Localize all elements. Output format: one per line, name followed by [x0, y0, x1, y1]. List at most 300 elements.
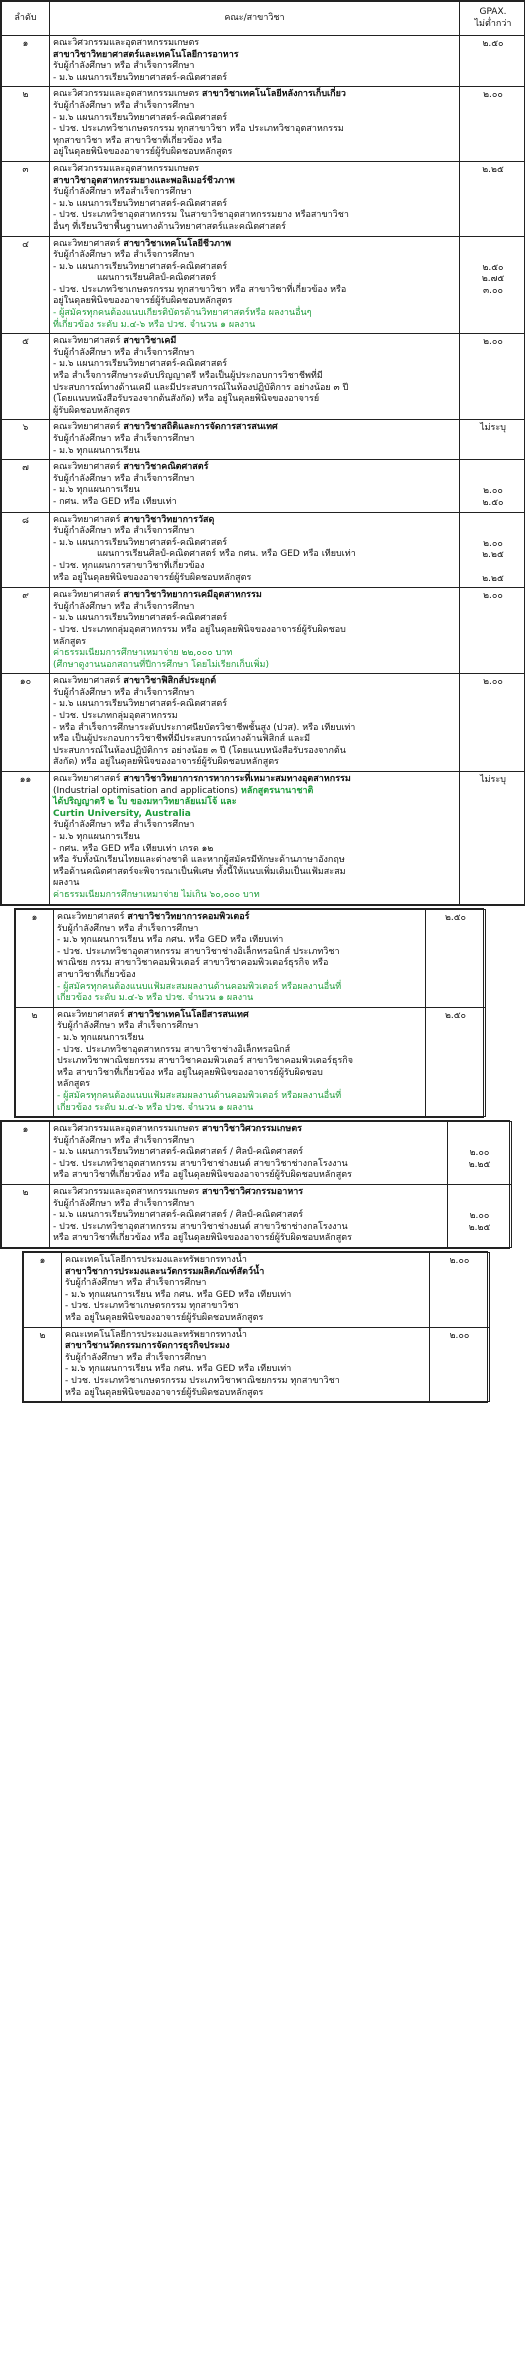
detail-text: - ม.๖ ทุกแผนการเรียน หรือ กศน. หรือ GED หรือ เทียบเท่า — [57, 935, 284, 946]
detail-text: - ม.๖ ทุกแผนการเรียน — [53, 832, 140, 842]
detail-line — [53, 676, 456, 688]
detail-text: - กศน. หรือ GED หรือ เทียบเท่า — [53, 496, 177, 507]
detail-text: - ปวช. ทุกแผนการสาขาวิชาที่เกี่ยวข้อง — [53, 560, 205, 571]
gpa-value: ๒.๒๕ — [468, 1159, 491, 1170]
program-row — [2, 772, 525, 905]
program-name: สาขาวิชาวิทยาการคอมพิวเตอร์ — [127, 912, 250, 922]
faculty-name: คณะวิทยาศาสตร์ — [53, 514, 124, 525]
detail-text: รับผู้กำลังศึกษา หรือ สำเร็จการศึกษา — [65, 1278, 207, 1289]
detail-line — [57, 1056, 422, 1068]
program-row — [2, 334, 525, 420]
row-number: ๑ — [16, 910, 54, 1008]
program-details — [62, 1327, 430, 1402]
detail-line — [53, 359, 456, 371]
program-details — [50, 772, 460, 905]
gpa-cell — [460, 674, 525, 772]
header-gpa-line2: ไม่ต่ำกว่า — [474, 18, 512, 29]
detail-line — [53, 320, 456, 332]
gpa-value: ๒.๐๐ — [483, 538, 503, 549]
detail-line — [53, 308, 456, 320]
gpa-spacer — [451, 1125, 508, 1137]
detail-line — [53, 757, 456, 769]
program-name: สาขาวิชาวิทยาการเคมีอุตสาหกรรม — [123, 590, 262, 601]
detail-line — [53, 434, 456, 446]
faculty-name: คณะวิทยาศาสตร์ — [57, 912, 128, 922]
faculty-name: คณะวิทยาศาสตร์ — [53, 590, 124, 601]
program-name: สาขาวิชาวิทยาการวัสดุ — [123, 514, 215, 525]
detail-line — [53, 336, 456, 348]
detail-line — [53, 573, 456, 585]
program-name: สาขาวิชาเทคโนโลยีสารสนเทศ — [127, 1009, 249, 1020]
detail-text: หลักสูตร — [57, 1079, 91, 1090]
program-table-1 — [0, 0, 525, 906]
detail-line — [53, 164, 456, 176]
detail-text: ทุกสาขาวิชา หรือ สาขาวิชาที่เกี่ยวข้อง หรือ — [53, 135, 222, 146]
row-number: ๔ — [2, 236, 50, 334]
detail-text: - ม.๖ แผนการเรียนวิทยาศาสตร์-คณิตศาสตร์ — [53, 699, 228, 710]
detail-text: รับผู้กำลังศึกษา หรือ สำเร็จการศึกษา — [53, 1198, 195, 1209]
detail-line — [53, 199, 456, 211]
detail-line — [53, 371, 456, 383]
detail-line — [53, 273, 456, 285]
detail-line — [53, 867, 456, 879]
detail-text: รับผู้กำลังศึกษา หรือ สำเร็จการศึกษา — [53, 473, 195, 484]
detail-text: แผนการเรียนศิลป์-คณิตศาสตร์ หรือ กศน. หรือ GED หรือ เทียบเท่า — [97, 549, 356, 560]
detail-text: เกี่ยวข้อง ระดับ ม.๔-๖ หรือ ปวช. จำนวน ๑ ผลงาน — [57, 993, 254, 1004]
detail-line — [53, 187, 456, 199]
program-details — [50, 420, 460, 460]
detail-text: - ม.๖ ทุกแผนการเรียน หรือ กศน. หรือ GED หรือ เทียบเท่า — [65, 1289, 292, 1300]
gpa-spacer — [463, 251, 523, 263]
program-row — [24, 1253, 490, 1328]
detail-line — [53, 348, 456, 360]
program-details — [54, 910, 426, 1008]
detail-line — [53, 746, 456, 758]
faculty-name: คณะวิทยาศาสตร์ — [53, 774, 124, 785]
detail-line — [57, 970, 422, 982]
detail-text: หรือ รับทั้งนักเรียนไทยและต่างชาติ และหากผู้สมัครมีทักษะด้านภาษาอังกฤษ — [53, 855, 345, 866]
program-name: สาขาวิชาวิศวกรรมอาหาร — [202, 1186, 304, 1197]
faculty-name: คณะวิทยาศาสตร์ — [53, 422, 124, 433]
program-row — [2, 236, 525, 334]
gpa-cell — [460, 420, 525, 460]
detail-line — [65, 1267, 426, 1279]
detail-line — [53, 222, 456, 234]
detail-line — [53, 422, 456, 434]
program-table-2 — [14, 908, 484, 1118]
row-number: ๒ — [2, 1184, 50, 1247]
detail-line — [53, 723, 456, 735]
detail-text: - ผู้สมัครทุกคนต้องแนบแฟ้มสะสมผลงานด้านคอมพิวเตอร์ หรือผลงานอื่นที่ — [57, 981, 342, 992]
gpa-value: ๒.๐๐ — [449, 1330, 470, 1341]
program-details — [62, 1253, 430, 1328]
gpa-cell — [448, 1184, 512, 1247]
program-name: สาขาวิชาเทคโนโลยีหลังการเก็บเกี่ยว — [202, 89, 346, 100]
program-tag: หลักสูตรนานาชาติ — [240, 785, 314, 796]
program-name: ได้ปริญญาตรี ๒ ใบ ของมหาวิทยาลัยแม่โจ้ และ — [53, 797, 237, 808]
detail-text: หรือ อยู่ในดุลยพินิจของอาจารย์ผู้รับผิดชอบหลักสูตร — [65, 1312, 264, 1323]
gpa-value: ๒.๕๐ — [482, 497, 504, 508]
detail-text: หรือ อยู่ในดุลยพินิจของอาจารย์ผู้รับผิดชอบหลักสูตร — [53, 572, 252, 583]
detail-text: คณะเทคโนโลยีการประมงและทรัพยากรทางน้ำ — [65, 1255, 247, 1265]
gpa-value: ๒.๗๕ — [481, 274, 505, 285]
program-row — [2, 420, 525, 460]
detail-text: - ปวช. ประเภทวิชาอุตสาหกรรม สาขาวิชาช่างยนต์ สาขาวิชาช่างกลโรงงาน — [53, 1221, 348, 1232]
detail-line — [53, 89, 456, 101]
gpa-value: ๒.๐๐ — [469, 1211, 490, 1222]
program-details — [50, 674, 460, 772]
detail-line — [57, 1103, 422, 1115]
gpa-value: ๒.๕๐ — [482, 262, 504, 273]
gpa-cell — [426, 910, 486, 1008]
detail-text: - ม.๖ แผนการเรียนวิทยาศาสตร์-คณิตศาสตร์ — [53, 112, 228, 123]
detail-line — [53, 549, 456, 561]
detail-text: - ม.๖ แผนการเรียนวิทยาศาสตร์-คณิตศาสตร์ — [53, 72, 228, 83]
detail-line — [53, 688, 456, 700]
detail-line — [57, 1091, 422, 1103]
row-number: ๑ — [2, 1122, 50, 1185]
program-row — [16, 910, 486, 1008]
detail-text: หรือด้านคณิตศาสตร์จะพิจารณาเป็นพิเศษ ทั้งนี้ให้แนบเพิ่มเติมเป็นแฟ้มสะสม — [53, 866, 346, 877]
detail-text: คณะวิศวกรรมและอุตสาหกรรมเกษตร — [53, 38, 200, 48]
program-details — [50, 334, 460, 420]
detail-line — [53, 1233, 444, 1245]
detail-text: - ผู้สมัครทุกคนต้องแนบแฟ้มสะสมผลงานด้านคอมพิวเตอร์ หรือผลงานอื่นที่ — [57, 1090, 342, 1101]
detail-text: - ม.๖ แผนการเรียนวิทยาศาสตร์-คณิตศาสตร์ — [53, 359, 228, 370]
faculty-name: คณะวิศวกรรมและอุตสาหกรรมเกษตร — [53, 89, 203, 100]
detail-text: ผลงาน — [53, 878, 80, 889]
detail-line — [53, 101, 456, 113]
detail-text: (โดยแนบหนังสือรับรองจากต้นสังกัด) หรือ อยู่ในดุลยพินิจของอาจารย์ — [53, 394, 320, 405]
program-name: Curtin University, Australia — [53, 808, 191, 819]
detail-line — [53, 797, 456, 809]
detail-text: - ปวช. ประเภทวิชาเกษตรกรรม ทุกสาขาวิชา — [65, 1301, 239, 1312]
detail-text: รับผู้กำลังศึกษา หรือสำเร็จการศึกษา — [53, 187, 192, 198]
detail-text: - ปวช. ประเภทวิชาเกษตรกรรม ทุกสาขาวิชา หรือ สาขาวิชาที่เกี่ยวข้อง หรือ — [53, 284, 347, 295]
program-details — [50, 161, 460, 236]
detail-text: - ม.๖ ทุกแผนการเรียน — [57, 1032, 144, 1043]
detail-line — [53, 383, 456, 395]
detail-text: - ปวช. ประเภทวิชาอุตสาหกรรม ในสาขาวิชาอุตสาหกรรมยาง หรือสาขาวิชา — [53, 210, 349, 221]
gpa-cell — [460, 772, 525, 905]
detail-line — [53, 406, 456, 418]
detail-line — [53, 210, 456, 222]
detail-line — [53, 855, 456, 867]
detail-text: ประเภทวิชาพาณิชยกรรม สาขาวิชาคอมพิวเตอร์ สาขาวิชาคอมพิวเตอร์ธุรกิจ — [57, 1056, 354, 1067]
detail-line — [53, 774, 456, 786]
detail-line — [53, 699, 456, 711]
detail-text: - ม.๖ แผนการเรียนวิทยาศาสตร์-คณิตศาสตร์ — [53, 613, 228, 624]
row-number: ๑ — [2, 36, 50, 87]
row-number: ๒ — [16, 1007, 54, 1116]
detail-text: คณะวิศวกรรมและอุตสาหกรรมเกษตร — [53, 163, 200, 174]
gpa-cell — [430, 1253, 490, 1328]
detail-text: ค่าธรรมเนียมการศึกษาเหมาจ่าย ๒๒,๐๐๐ บาท — [53, 648, 233, 659]
row-number: ๑ — [24, 1253, 62, 1328]
gpa-value: ๓.๐๐ — [483, 285, 503, 296]
detail-text: อยู่ในดุลยพินิจของอาจารย์ผู้รับผิดชอบหลักสูตร — [53, 296, 233, 307]
detail-line — [53, 1170, 444, 1182]
row-number: ๒ — [2, 87, 50, 162]
detail-line — [57, 947, 422, 959]
detail-text: ประสบการณ์ในห้องปฏิบัติการ อย่างน้อย ๓ ปี (โดยแนบหนังสือรับรองจากต้น — [53, 745, 346, 756]
gpa-spacer — [463, 562, 523, 574]
detail-line — [53, 602, 456, 614]
detail-text: รับผู้กำลังศึกษา หรือ สำเร็จการศึกษา — [57, 923, 199, 934]
detail-line — [65, 1278, 426, 1290]
gpa-spacer — [463, 475, 523, 487]
detail-line — [53, 1159, 444, 1171]
detail-text: พาณิชย กรรม สาขาวิชาคอมพิวเตอร์ สาขาวิชาคอมพิวเตอร์ธุรกิจ หรือ — [57, 958, 329, 969]
gpa-value: ไม่ระบุ — [480, 775, 506, 786]
gpa-value: ๒.๒๕ — [468, 1222, 491, 1233]
detail-text: คณะเทคโนโลยีการประมงและทรัพยากรทางน้ำ — [65, 1329, 247, 1340]
program-details — [50, 460, 460, 512]
gpa-spacer — [463, 516, 523, 528]
table-header — [2, 2, 525, 36]
detail-text: ที่เกี่ยวข้อง ระดับ ม.๔-๖ หรือ ปวช. จำนวน ๑ ผลงาน — [53, 319, 256, 330]
detail-text: หรือ อยู่ในดุลยพินิจของอาจารย์ผู้รับผิดชอบหลักสูตร — [65, 1387, 264, 1398]
program-details — [50, 36, 460, 87]
detail-line — [53, 625, 456, 637]
detail-line — [65, 1313, 426, 1325]
detail-text: อื่นๆ ที่เรียนวิชาพื้นฐานทางด้านวิทยาศาสตร์และคณิตศาสตร์ — [53, 221, 286, 232]
detail-line — [53, 538, 456, 550]
program-details — [50, 1184, 448, 1247]
detail-text: รับผู้กำลังศึกษา หรือ สำเร็จการศึกษา — [53, 100, 195, 111]
gpa-value: ๒.๒๕ — [482, 573, 504, 584]
detail-line — [53, 50, 456, 62]
faculty-name: คณะวิทยาศาสตร์ — [53, 676, 124, 687]
faculty-name: คณะวิทยาศาสตร์ — [53, 462, 124, 473]
detail-line — [53, 239, 456, 251]
detail-text: - ปวช. ประเภทวิชาเกษตรกรรม ทุกสาขาวิชา หรือ ประเภทวิชาอุตสาหกรรม — [53, 124, 344, 135]
gpa-cell — [430, 1327, 490, 1402]
program-row — [2, 87, 525, 162]
detail-line — [53, 38, 456, 50]
detail-text: - ปวช. ประเภทกลุ่มอุตสาหกรรม — [53, 711, 178, 722]
detail-line — [53, 832, 456, 844]
program-details — [50, 512, 460, 588]
detail-line — [65, 1301, 426, 1313]
gpa-cell — [460, 87, 525, 162]
detail-line — [65, 1364, 426, 1376]
gpa-cell — [460, 161, 525, 236]
detail-line — [53, 613, 456, 625]
gpa-value: ๒.๒๕ — [482, 550, 504, 561]
detail-text: - ปวช. ประเภทวิชาอุตสาหกรรม สาขาวิชาช่างยนต์ สาขาวิชาช่างกลโรงงาน — [53, 1158, 348, 1169]
detail-text: รับผู้กำลังศึกษา หรือ สำเร็จการศึกษา — [53, 601, 195, 612]
detail-text: (ศึกษาดูงานนอกสถานที่ปีการศึกษา โดยไม่เรียกเก็บเพิ่ม) — [53, 659, 269, 670]
detail-line — [53, 648, 456, 660]
program-name: สาขาวิชาการประมงและนวัตกรรมผลิตภัณฑ์สัตว์น้ำ — [65, 1266, 265, 1277]
gpa-spacer — [463, 527, 523, 539]
program-details — [54, 1007, 426, 1116]
detail-text: - ม.๖ ทุกแผนการเรียน — [53, 445, 140, 456]
gpa-spacer — [451, 1200, 508, 1212]
program-table-4 — [22, 1251, 488, 1403]
detail-line — [57, 912, 422, 924]
row-number: ๗ — [2, 460, 50, 512]
detail-line — [53, 561, 456, 573]
program-table-3 — [0, 1120, 510, 1249]
detail-line — [53, 474, 456, 486]
program-name: สาขาวิชาวิทยาศาสตร์และเทคโนโลยีการอาหาร — [53, 49, 239, 60]
detail-text: สาขาวิชาที่เกี่ยวข้อง — [57, 969, 136, 980]
detail-line — [53, 515, 456, 527]
program-name: สาขาวิชาเทคโนโลยีชีวภาพ — [123, 238, 232, 249]
detail-text: รับผู้กำลังศึกษา หรือ สำเร็จการศึกษา — [53, 820, 195, 831]
gpa-cell — [460, 36, 525, 87]
detail-line — [57, 1021, 422, 1033]
detail-line — [65, 1255, 426, 1267]
program-row — [24, 1327, 490, 1402]
gpa-value: ๒.๕๐ — [482, 39, 504, 49]
detail-line — [53, 285, 456, 297]
header-no: ลำดับ — [2, 2, 50, 36]
program-name: สาขาวิชาอุตสาหกรรมยางและพอลิเมอร์ชีวภาพ — [53, 175, 235, 186]
detail-line — [53, 1124, 444, 1136]
program-name: สาขาวิชาสถิติและการจัดการสารสนเทศ — [123, 422, 278, 433]
detail-line — [53, 809, 456, 821]
detail-line — [57, 958, 422, 970]
detail-line — [57, 924, 422, 936]
gpa-value: ๒.๐๐ — [483, 591, 503, 602]
gpa-spacer — [463, 240, 523, 252]
detail-text: รับผู้กำลังศึกษา หรือ สำเร็จการศึกษา — [57, 1021, 199, 1032]
row-number: ๑๑ — [2, 772, 50, 905]
gpa-cell — [460, 512, 525, 588]
detail-line — [53, 497, 456, 509]
detail-line — [53, 820, 456, 832]
detail-line — [53, 136, 456, 148]
detail-text: หรือ สาขาวิชาที่เกี่ยวข้อง หรือ อยู่ในดุลยพินิจของอาจารย์ผู้รับผิดชอบ — [57, 1067, 323, 1078]
program-row — [2, 512, 525, 588]
detail-text: - ม.๖ แผนการเรียนวิทยาศาสตร์-คณิตศาสตร์ — [53, 261, 228, 272]
detail-text: รับผู้กำลังศึกษา หรือ สำเร็จการศึกษา — [53, 434, 195, 444]
detail-line — [53, 250, 456, 262]
detail-text: - ปวช. ประเภทวิชาอุตสาหกรรม สาขาวิชาช่างอิเล็กทรอนิกส์ — [57, 1044, 291, 1055]
detail-line — [65, 1388, 426, 1400]
detail-line — [53, 1222, 444, 1234]
detail-line — [53, 711, 456, 723]
detail-text: สังกัด) หรือ อยู่ในดุลยพินิจของอาจารย์ผู้รับผิดชอบหลักสูตร — [53, 757, 279, 768]
detail-line — [53, 890, 456, 902]
detail-line — [53, 61, 456, 73]
faculty-name: คณะวิทยาศาสตร์ — [53, 238, 124, 249]
detail-line — [53, 844, 456, 856]
gpa-value: ๒.๐๐ — [449, 1256, 470, 1266]
gpa-value: ๒.๐๐ — [483, 337, 503, 348]
program-name: สาขาวิชาวิศวกรรมเกษตร — [202, 1124, 302, 1134]
faculty-name: คณะวิทยาศาสตร์ — [57, 1009, 128, 1020]
detail-text: - ม.๖ ทุกแผนการเรียน — [53, 485, 140, 496]
detail-text: รับผู้กำลังศึกษา หรือ สำเร็จการศึกษา — [53, 526, 195, 537]
detail-line — [65, 1341, 426, 1353]
row-number: ๒ — [24, 1327, 62, 1402]
gpa-value: ๒.๐๐ — [483, 90, 503, 101]
gpa-cell — [426, 1007, 486, 1116]
header-gpa — [460, 2, 525, 36]
gpa-value: ๒.๕๐ — [444, 1010, 467, 1021]
gpa-cell — [448, 1122, 512, 1185]
program-details — [50, 588, 460, 674]
detail-text: - ปวช. ประเภทวิชาเกษตรกรรม ประเภทวิชาพาณิชยกรรม ทุกสาขาวิชา — [65, 1375, 340, 1386]
gpa-cell — [460, 460, 525, 512]
detail-text: อยู่ในดุลยพินิจของอาจารย์ผู้รับผิดชอบหลักสูตร — [53, 147, 233, 158]
detail-text: - กศน. หรือ GED หรือ เทียบเท่า เกรด ๑๒ — [53, 843, 214, 854]
faculty-name: คณะวิทยาศาสตร์ — [53, 336, 124, 347]
detail-line — [53, 394, 456, 406]
detail-line — [57, 993, 422, 1005]
gpa-value: ๒.๐๐ — [469, 1148, 490, 1159]
program-row — [2, 588, 525, 674]
program-name: สาขาวิชาฟิสิกส์ประยุกต์ — [123, 676, 217, 687]
gpa-spacer — [451, 1188, 508, 1200]
program-details — [50, 1122, 448, 1185]
detail-text: - ปวช. ประเภทวิชาอุตสาหกรรม สาขาวิชาช่างอิเล็กทรอนิกส์ ประเภทวิชา — [57, 946, 340, 957]
detail-text: รับผู้กำลังศึกษา หรือ สำเร็จการศึกษา — [53, 687, 195, 698]
program-row — [2, 36, 525, 87]
program-row — [2, 1184, 512, 1247]
detail-line — [53, 734, 456, 746]
detail-line — [53, 637, 456, 649]
detail-text: - ม.๖ แผนการเรียนวิทยาศาสตร์-คณิตศาสตร์ / ศิลป์-คณิตศาสตร์ — [53, 1210, 304, 1221]
detail-text: - ม.๖ แผนการเรียนวิทยาศาสตร์-คณิตศาสตร์ — [53, 537, 228, 548]
detail-line — [53, 1210, 444, 1222]
row-number: ๘ — [2, 512, 50, 588]
program-name: สาขาวิชาวิทยาการการหาการะที่เหมาะสมทางอุตสาหกรรม — [123, 774, 351, 785]
detail-line — [53, 526, 456, 538]
detail-line — [65, 1353, 426, 1365]
program-name: สาขาวิชาเคมี — [123, 336, 177, 347]
detail-line — [53, 296, 456, 308]
detail-line — [53, 1199, 444, 1211]
detail-line — [57, 1045, 422, 1057]
gpa-value: ๒.๐๐ — [483, 677, 503, 688]
detail-line — [53, 462, 456, 474]
gpa-value: ๒.๒๕ — [482, 164, 504, 175]
gpa-value: ไม่ระบุ — [480, 423, 506, 434]
detail-text: (Industrial optimisation and applications) — [53, 785, 241, 796]
gpa-value: ๒.๐๐ — [483, 486, 503, 497]
detail-text: - ม.๖ ทุกแผนการเรียน หรือ กศน. หรือ GED หรือ เทียบเท่า — [65, 1364, 292, 1375]
detail-line — [53, 1136, 444, 1148]
detail-text: หรือ เป็นผู้ประกอบการวิชาชีพที่มีประสบการณ์ทางด้านฟิสิกส์ และมี — [53, 734, 311, 745]
detail-line — [57, 1079, 422, 1091]
detail-text: หรือ สาขาวิชาที่เกี่ยวข้อง หรือ อยู่ในดุลยพินิจของอาจารย์ผู้รับผิดชอบหลักสูตร — [53, 1233, 352, 1244]
detail-text: ค่าธรรมเนียมการศึกษาเหมาจ่าย ไม่เกิน ๖๐,๐๐๐ บาท — [53, 889, 260, 900]
detail-line — [53, 1147, 444, 1159]
detail-line — [53, 446, 456, 458]
gpa-cell — [460, 588, 525, 674]
program-row — [16, 1007, 486, 1116]
detail-line — [65, 1290, 426, 1302]
detail-text: หลักสูตร — [53, 636, 87, 647]
gpa-cell — [460, 334, 525, 420]
row-number: ๙ — [2, 588, 50, 674]
faculty-name: คณะวิศวกรรมและอุตสาหกรรมเกษตร — [53, 1124, 203, 1134]
detail-line — [53, 124, 456, 136]
header-gpa-line1: GPAX. — [479, 6, 507, 17]
program-row — [2, 1122, 512, 1185]
row-number: ๖ — [2, 420, 50, 460]
detail-text: หรือ สาขาวิชาที่เกี่ยวข้อง หรือ อยู่ในดุลยพินิจของอาจารย์ผู้รับผิดชอบหลักสูตร — [53, 1170, 352, 1181]
detail-line — [53, 878, 456, 890]
detail-line — [53, 147, 456, 159]
program-name: สาขาวิชานวัตกรรมการจัดการธุรกิจประมง — [65, 1341, 230, 1352]
gpa-spacer — [451, 1137, 508, 1149]
